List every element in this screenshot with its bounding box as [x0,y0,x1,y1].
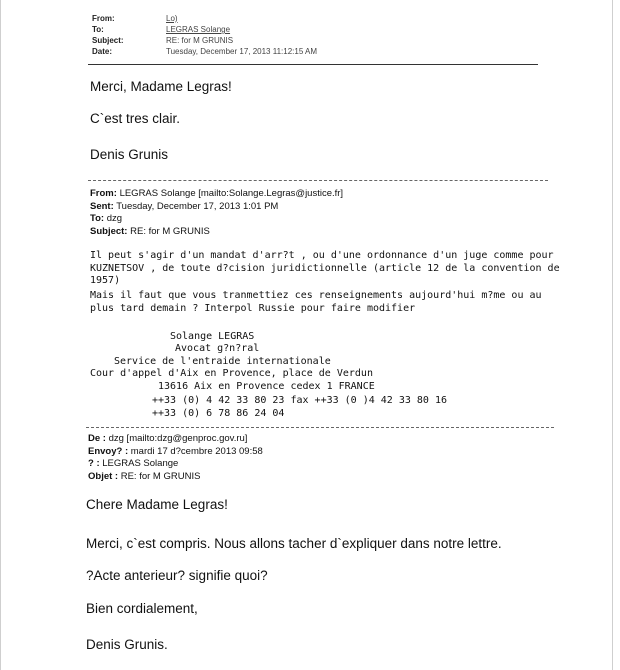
header3-de-row [88,433,263,446]
message3-closing: Bien cordialement, [86,601,198,616]
message1-greeting: Merci, Madame Legras! [90,79,232,94]
header-from-row [92,13,317,24]
sig-address: 13616 Aix en Provence cedex 1 FRANCE [158,381,375,392]
header-from-label: From: [92,14,115,23]
email-header-1 [92,13,317,57]
header2-subject-value: RE: for M GRUNIS [130,225,210,237]
header3-de-label: De : [88,433,106,444]
header2-subject-label: Subject: [90,225,128,237]
header-to-row [92,24,317,35]
sig-phone: ++33 (0) 4 42 33 80 23 fax ++33 (0 )4 42 33 80 16 [152,395,448,406]
sig-title: Avocat g?n?ral [175,343,260,354]
header2-from-label: From: [90,188,117,199]
sig-court: Cour d'appel d'Aix en Provence, place de Verdun [90,368,373,379]
header2-sent-value: Tuesday, December 17, 2013 1:01 PM [116,200,279,212]
header2-to-value: dzg [106,213,123,224]
message2-p1-line1: Il peut s'agir d'un mandat d'arr?t , ou d'une ordonnance d'un juge comme pour [90,250,554,261]
message2-p1-line3: 1957) [90,275,121,286]
header3-envoye-value: mardi 17 d?cembre 2013 09:58 [130,445,263,457]
header3-objet-row [88,471,263,484]
header2-from-row [90,188,343,201]
header-subject-value: RE: for M GRUNIS [166,36,234,45]
header3-objet-label: Objet : [88,470,119,482]
header3-envoye-row [88,446,263,459]
message2-paragraph-1 [90,250,560,288]
header3-objet-value: RE: for M GRUNIS [120,470,201,482]
header-divider-1 [88,64,538,65]
header-divider-2 [88,180,548,181]
header2-to-row [90,213,343,226]
header-date-value: Tuesday, December 17, 2013 11:12:15 AM [166,47,318,56]
message3-line1: Merci, c`est compris. Nous allons tacher d`expliquer dans notre lettre. [86,536,502,551]
header-date-row [92,46,317,57]
header3-a-label: ? : [88,458,100,469]
header-subject-label: Subject: [92,36,124,45]
sig-service: Service de l'entraide internationale [114,356,331,367]
header3-de-value: dzg [mailto:dzg@genproc.gov.ru] [108,433,248,444]
header2-sent-label: Sent: [90,200,114,212]
header-from-value: Lo) [166,14,178,23]
header-to-value: LEGRAS Solange [166,25,231,34]
sig-name: Solange LEGRAS [170,331,255,342]
message3-signature: Denis Grunis. [86,637,168,652]
header-to-label: To: [92,25,104,34]
header-divider-3 [86,427,554,428]
header3-a-value: LEGRAS Solange [102,458,179,469]
header3-envoye-label: Envoy? : [88,445,129,457]
message3-line2: ?Acte anterieur? signifie quoi? [86,568,268,583]
page-left-edge [0,0,1,670]
header-subject-row [92,35,317,46]
message2-p2-line1: Mais il faut que vous tranmettiez ces renseignements aujourd'hui m?me ou au [90,290,542,301]
header2-to-label: To: [90,213,105,224]
header2-sent-row [90,201,343,214]
header-date-label: Date: [92,47,113,56]
header2-from-value: LEGRAS Solange [mailto:Solange.Legras@justice.fr] [119,188,344,199]
message2-paragraph-2 [90,290,542,315]
header3-a-row [88,458,263,471]
page-right-edge [612,0,613,670]
email-header-2 [90,188,343,238]
email-header-3 [88,433,263,483]
sig-mobile: ++33 (0) 6 78 86 24 04 [152,408,285,419]
message2-p1-line2: KUZNETSOV , de toute d?cision juridictionnelle (article 12 de la convention de [90,262,560,274]
message1-signature: Denis Grunis [90,147,169,162]
header2-subject-row [90,226,343,239]
message1-line: C`est tres clair. [90,111,181,126]
message3-greeting: Chere Madame Legras! [86,497,228,512]
message2-p2-line2: plus tard demain ? Interpol Russie pour faire modifier [90,302,416,314]
